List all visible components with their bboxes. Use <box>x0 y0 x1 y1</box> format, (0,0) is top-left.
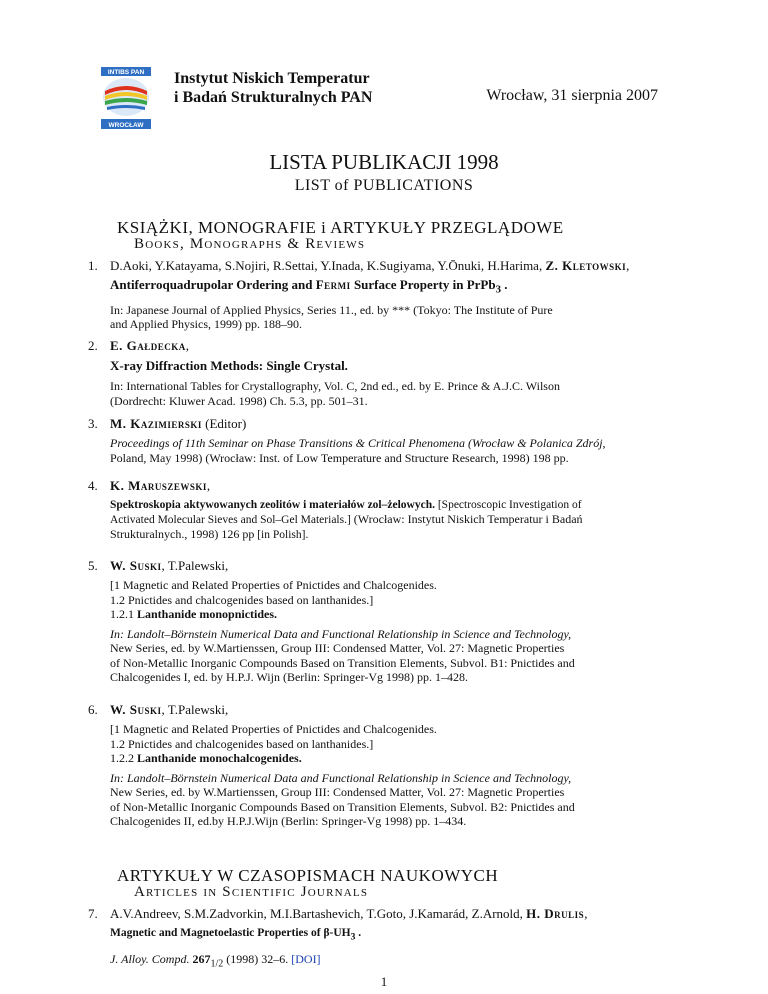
institute-name-line2: i Badań Strukturalnych PAN <box>174 89 373 106</box>
doi-link[interactable]: [DOI] <box>291 952 321 966</box>
entry-key-author: Z. Kletowski <box>545 258 627 273</box>
entry-title-line <box>110 926 700 944</box>
section-heading-articles: ARTYKUŁY W CZASOPISMACH NAUKOWYCH <box>117 866 499 885</box>
page-title: LISTA PUBLIKACJI 1998 <box>269 150 499 174</box>
entry-publication-line1: Proceedings of 11th Seminar on Phase Transitions & Critical Phenomena (Wrocław & Polanica Zdrój, <box>110 436 606 450</box>
publication-entry <box>88 702 700 829</box>
entry-author-suffix: (Editor) <box>201 416 247 431</box>
publication-entry <box>88 558 700 685</box>
entry-number: 6. <box>88 702 98 717</box>
publication-entry <box>88 338 700 408</box>
entry-title: Lanthanide monopnictides. <box>137 607 278 621</box>
page-subtitle: LIST of PUBLICATIONS <box>294 177 474 194</box>
entry-title-end: . <box>501 277 508 292</box>
entry-number: 4. <box>88 478 98 493</box>
entry-volume: 267 <box>192 952 211 966</box>
entry-publication-line2: Poland, May 1998) (Wrocław: Inst. of Low Temperature and Structure Research, 1998) 198 pp. <box>110 450 569 465</box>
entry-number: 1. <box>88 258 98 273</box>
document-date: Wrocław, 31 sierpnia 2007 <box>486 87 658 104</box>
entry-title-subscript: 3 <box>350 931 356 943</box>
entry-description-language: [in Polish]. <box>254 529 309 541</box>
entry-description-part3: (Wrocław: Instytut Niskich Temperatur i Badań <box>350 512 583 526</box>
entry-volume-subscript: 1/2 <box>210 958 224 970</box>
entry-title: Spektroskopia aktywowanych zeolitów i materiałów zol–żelowych. <box>110 499 435 511</box>
section-heading-books: KSIĄŻKI, MONOGRAFIE i ARTYKUŁY PRZEGLĄDOWE <box>117 218 564 237</box>
entry-key-author: H. Drulis <box>526 906 585 921</box>
entry-description-part1: [Spectroscopic Investigation of <box>434 499 582 511</box>
entry-publication-line1: In: Landolt–Börnstein Numerical Data and Functional Relationship in Science and Technology, <box>110 626 572 641</box>
entry-author-suffix: , <box>185 338 190 353</box>
entry-author-suffix: , <box>584 906 588 921</box>
entry-title-smallcaps: Fermi <box>315 277 351 292</box>
entry-key-author: W. Suski <box>110 558 162 573</box>
entry-description-part4: Strukturalnych., 1998) 126 pp <box>110 527 255 541</box>
entry-publication-line1: In: International Tables for Crystallography, Vol. C, 2nd ed., ed. by E. Prince & A.J.C. Wilson <box>110 379 560 393</box>
entry-journal-line <box>110 952 700 972</box>
entry-title: Antiferroquadrupolar Ordering and <box>110 277 313 292</box>
entry-chapter-number: 1.2.1 <box>110 607 137 621</box>
entry-number: 5. <box>88 558 98 573</box>
entry-publication-line2: and Applied Physics, 1999) pp. 188–90. <box>110 317 302 332</box>
entry-publication-line4: Chalcogenides I, ed. by H.P.J. Wijn (Berlin: Springer-Vg 1998) pp. 1–428. <box>110 670 469 684</box>
entry-description-part2: Activated Molecular Sieves and Sol–Gel Materials.] <box>110 514 351 526</box>
institute-name-line1: Instytut Niskich Temperatur <box>174 70 370 87</box>
entry-publication-line3: of Non-Metallic Inorganic Compounds Based on Transition Elements, Subvol. B1: Pnictides and <box>110 655 575 670</box>
entry-number: 2. <box>88 338 98 353</box>
entry-key-author: E. Gałdecka <box>110 338 186 353</box>
entry-authors: D.Aoki, Y.Katayama, S.Nojiri, R.Settai, Y.Inada, K.Sugiyama, Y.Ōnuki, H.Harima, <box>110 258 543 273</box>
entry-chapter-line1: [1 Magnetic and Related Properties of Pnictides and Chalcogenides. <box>110 578 437 592</box>
entry-publication-line1: In: Japanese Journal of Applied Physics, Series 11., ed. by *** (Tokyo: The Institute of Pure <box>110 302 553 317</box>
logo-bottom-text: WROCŁAW <box>108 122 144 129</box>
logo-top-text: INTIBS PAN <box>107 69 145 76</box>
entry-publication-line2: New Series, ed. by W.Martienssen, Group III: Condensed Matter, Vol. 27: Magnetic Properties <box>110 641 565 655</box>
entry-publication-line2: New Series, ed. by W.Martienssen, Group III: Condensed Matter, Vol. 27: Magnetic Properties <box>110 785 565 799</box>
section-subheading-books: Books, Monographs & Reviews <box>134 236 366 252</box>
entry-author-suffix: , <box>206 478 211 493</box>
section-subheading-articles: Articles in Scientific Journals <box>134 884 369 900</box>
entry-publication-line4: Chalcogenides II, ed.by H.P.J.Wijn (Berlin: Springer-Vg 1998) pp. 1–434. <box>110 814 467 828</box>
intibs-logo <box>101 67 151 129</box>
entry-author-suffix: , T.Palewski, <box>161 702 229 717</box>
entry-publication-line3: of Non-Metallic Inorganic Compounds Based on Transition Elements, Subvol. B2: Pnictides and <box>110 799 575 814</box>
entry-title: X-ray Diffraction Methods: Single Crystal. <box>110 358 348 373</box>
entry-key-author: M. Kazimierski <box>110 416 202 431</box>
entry-number: 7. <box>88 906 98 921</box>
entry-chapter-number: 1.2.2 <box>110 751 137 765</box>
page-number: 1 <box>380 974 388 989</box>
entry-chapter-line1: [1 Magnetic and Related Properties of Pnictides and Chalcogenides. <box>110 722 437 736</box>
entry-number: 3. <box>88 416 98 431</box>
entry-author-suffix: , <box>626 258 630 273</box>
publication-entry <box>88 258 700 332</box>
entry-publication-line2: (Dordrecht: Kluwer Acad. 1998) Ch. 5.3, pp. 501–31. <box>110 393 368 408</box>
entry-title: Lanthanide monochalcogenides. <box>137 751 302 765</box>
entry-title-end: . <box>355 927 362 939</box>
entry-title: Magnetic and Magnetoelastic Properties of β-UH <box>110 927 351 939</box>
entry-chapter-line2: 1.2 Pnictides and chalcogenides based on lanthanides.] <box>110 592 374 607</box>
entry-key-author: W. Suski <box>110 702 162 717</box>
publication-entry <box>88 478 700 542</box>
entry-key-author: K. Maruszewski <box>110 478 207 493</box>
entry-year-pages: (1998) 32–6. <box>223 952 289 966</box>
entry-author-suffix: , T.Palewski, <box>161 558 229 573</box>
entry-title-subscript: 3 <box>495 283 502 296</box>
publication-entry <box>88 416 700 465</box>
entry-publication-line1: In: Landolt–Börnstein Numerical Data and Functional Relationship in Science and Technology, <box>110 770 572 785</box>
entry-authors: A.V.Andreev, S.M.Zadvorkin, M.I.Bartashevich, T.Goto, J.Kamarád, Z.Arnold, <box>110 906 523 921</box>
publication-entry <box>88 906 700 922</box>
entry-chapter-line2: 1.2 Pnictides and chalcogenides based on lanthanides.] <box>110 736 374 751</box>
entry-journal: J. Alloy. Compd. <box>110 952 190 966</box>
entry-title-rest: Surface Property in PrPb <box>353 277 496 292</box>
